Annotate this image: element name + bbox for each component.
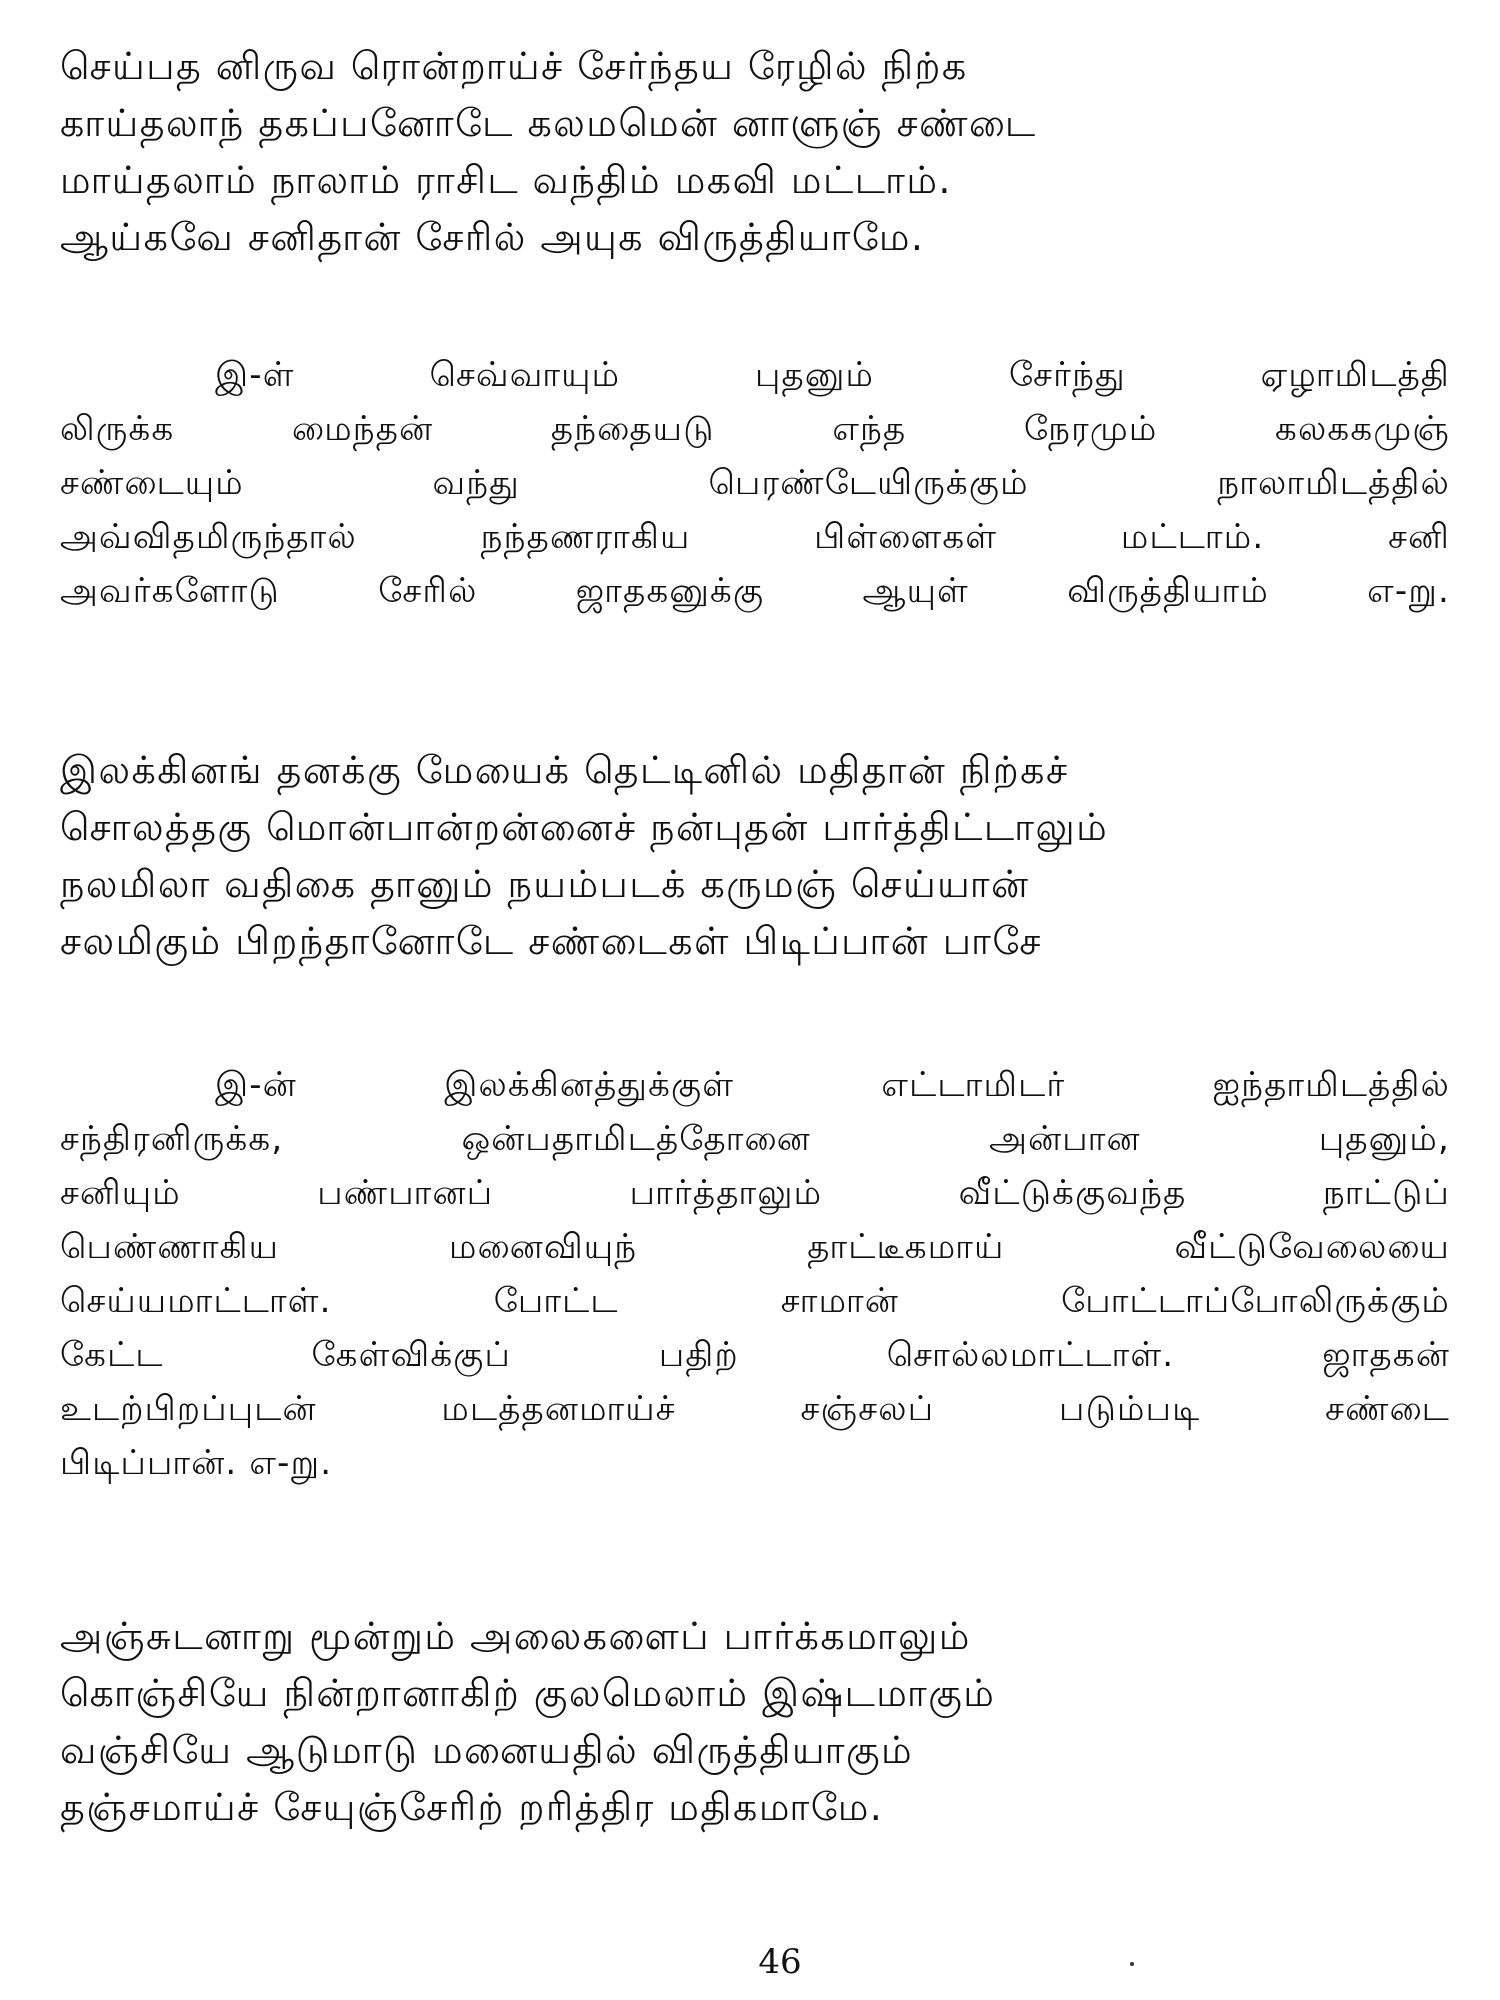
- scan-speck: [1130, 1962, 1134, 1966]
- verse-line: அஞ்சுடனாறு மூன்றும் அலைகளைப் பார்க்கமாலும்: [60, 1614, 971, 1658]
- commentary-line: சனியும் பண்பானப் பார்த்தாலும் வீட்டுக்குவந்த நாட்டுப்: [60, 1173, 1450, 1213]
- verse-line: இலக்கினங் தனக்கு மேயைக் தெட்டினில் மதிதான் நிற்கச்: [60, 748, 1069, 792]
- commentary-line: உடற்பிறப்புடன் மடத்தனமாய்ச் சஞ்சலப் படும்படி சண்டை: [60, 1389, 1450, 1429]
- verse-line: நலமிலா வதிகை தானும் நயம்படக் கருமஞ் செய்யான்: [60, 862, 1030, 906]
- commentary-line: பெண்ணாகிய மனைவியுந் தாட்டீகமாய் வீட்டுவேலையை: [60, 1227, 1450, 1267]
- commentary-line: இ-ன் இலக்கினத்துக்குள் எட்டாமிடர் ஐந்தாமிடத்தில்: [215, 1065, 1450, 1105]
- verse-line: ஆய்கவே சனிதான் சேரில் அயுக விருத்தியாமே.: [60, 215, 925, 259]
- verse-line: செய்பத னிருவ ரொன்றாய்ச் சேர்ந்தய ரேழில் நிற்க: [60, 44, 968, 88]
- verse-line: கொஞ்சியே நின்றானாகிற் குலமெலாம் இஷ்டமாகும்: [60, 1671, 996, 1715]
- commentary-line: சந்திரனிருக்க, ஒன்பதாமிடத்தோனை அன்பான புதனும்,: [60, 1119, 1450, 1159]
- commentary-1: [60, 348, 1450, 618]
- commentary-line: செய்யமாட்டாள். போட்ட சாமான் போட்டாப்போலிருக்கும்: [60, 1281, 1450, 1321]
- verse-3: [60, 1608, 1460, 1836]
- commentary-line: சண்டையும் வந்து பெரண்டேயிருக்கும் நாலாமிடத்தில்: [60, 463, 1450, 503]
- commentary-line: இ-ள் செவ்வாயும் புதனும் சேர்ந்து ஏழாமிடத்தி: [215, 355, 1450, 395]
- commentary-2: [60, 1058, 1450, 1490]
- commentary-line: அவர்களோடு சேரில் ஜாதகனுக்கு ஆயுள் விருத்தியாம் எ-று.: [60, 571, 1450, 611]
- commentary-line: அவ்விதமிருந்தால் நந்தணராகிய பிள்ளைகள் மட்டாம். சனி: [60, 517, 1450, 557]
- commentary-line: பிடிப்பான். எ-று.: [60, 1443, 333, 1483]
- verse-2: [60, 742, 1460, 970]
- verse-line: மாய்தலாம் நாலாம் ராசிட வந்திம் மகவி மட்டாம்.: [60, 158, 952, 202]
- commentary-line: லிருக்க மைந்தன் தந்தையடு எந்த நேரமும் கலககமுஞ்: [60, 409, 1450, 449]
- verse-line: தஞ்சமாய்ச் சேயுஞ்சேரிற் றரித்திர மதிகமாமே.: [60, 1785, 884, 1829]
- commentary-line: கேட்ட கேள்விக்குப் பதிற் சொல்லமாட்டாள். ஜாதகன்: [60, 1335, 1450, 1375]
- verse-line: சொலத்தகு மொன்பான்றன்னைச் நன்புதன் பார்த்திட்டாலும்: [60, 805, 1109, 849]
- verse-1: [60, 38, 1460, 266]
- verse-line: வஞ்சியே ஆடுமாடு மனையதில் விருத்தியாகும்: [60, 1728, 914, 1772]
- page-number: 46: [758, 1942, 802, 1982]
- verse-line: சலமிகும் பிறந்தானோடே சண்டைகள் பிடிப்பான் பாசே: [60, 919, 1042, 963]
- verse-line: காய்தலாந் தகப்பனோடே கலமமென் னாளுஞ் சண்டை: [60, 101, 1037, 145]
